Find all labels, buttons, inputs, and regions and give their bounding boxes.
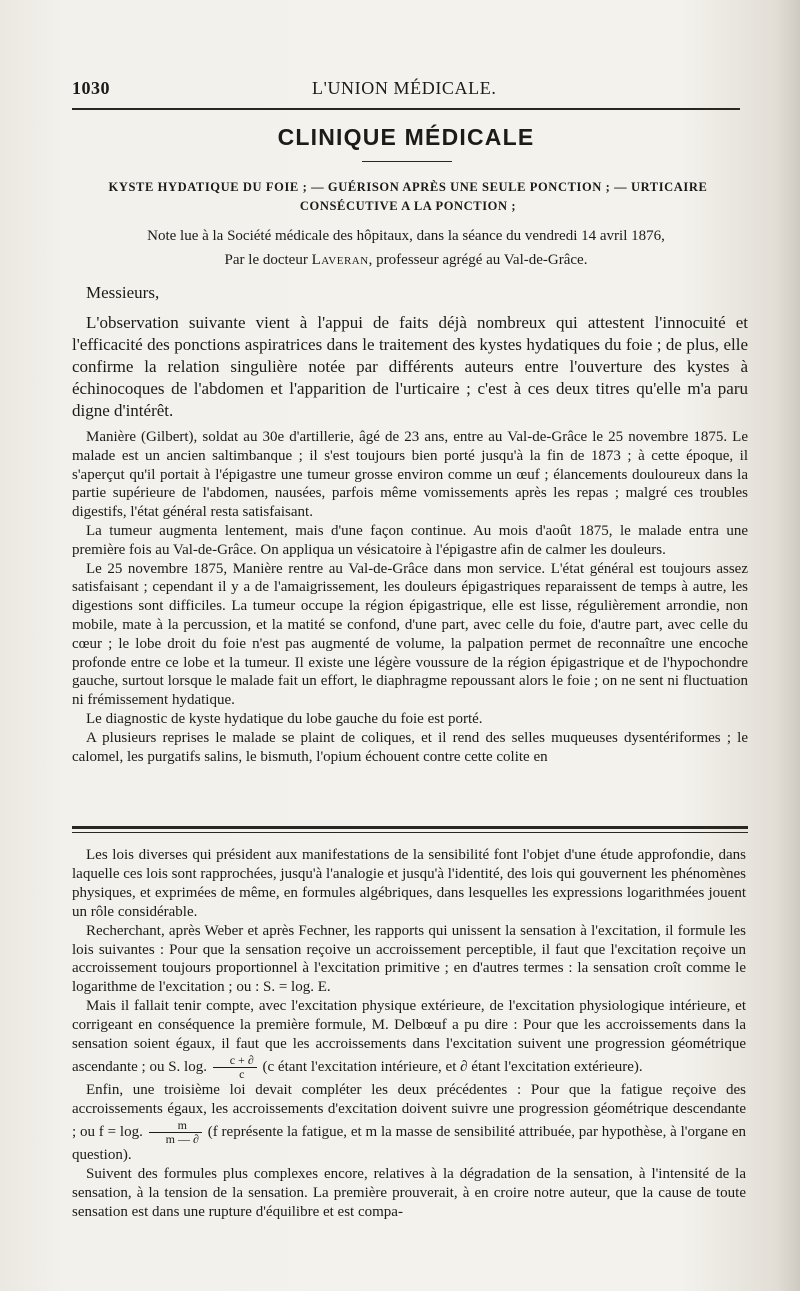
- intro-paragraph: L'observation suivante vient à l'appui de faits déjà nombreux qui attestent l'innocuité et l'efficacité des ponctions aspiratrices dans le traitement des kystes hydatiques du foie ; de plus, elle confirme la relation singulière notée par différents auteurs entre l'ouverture des kystes à échinocoques de l'abdomen et l'apparition de l'urticaire ; c'est à ces deux titres qu'elle m'a paru digne d'intérêt.: [72, 313, 748, 420]
- article-subtitle: [72, 178, 744, 216]
- fraction-denominator: m — ∂: [165, 1131, 199, 1146]
- fraction-numerator: c + ∂: [213, 1054, 257, 1068]
- feuilleton-rule: [72, 826, 748, 829]
- fraction: [213, 1054, 257, 1081]
- case-paragraph: Manière (Gilbert), soldat au 30e d'artillerie, âgé de 23 ans, entre au Val-de-Grâce le 25 novembre 1875. Le malade est un ancien saltimbanque ; il s'est toujours bien porté jusqu'à la fin de 1873 ; à cette époque, il s'aperçut qu'il portait à l'épigastre une tumeur grosse environ comme un œuf ; élancements douloureux dans la partie supérieure de l'abdomen, nausées, parfois même vomissements après les repas ; malgré ces troubles digestifs, l'état général resta satisfaisant.: [72, 429, 748, 521]
- fraction-numerator: m: [149, 1119, 202, 1133]
- feuilleton-rule-thin: [72, 832, 748, 833]
- feuilleton-paragraph: Les lois diverses qui président aux manifestations de la sensibilité font l'objet d'une étude approfondie, dans laquelle ces lois sont rapprochées, jusqu'à l'analogie et jusqu'à l'identité, des lois qui gouvernent les phénomènes physiques, et exprimées de même, en formules algébriques, dans lesquelles les expressions logarithmées jouent un rôle considérable.: [72, 847, 746, 920]
- journal-title: L'UNION MÉDICALE.: [312, 78, 497, 98]
- subtitle-line-2: CONSÉCUTIVE A LA PONCTION ;: [299, 199, 517, 213]
- fraction-denominator: c: [239, 1066, 245, 1081]
- subtitle-line-1: KYSTE HYDATIQUE DU FOIE ; — GUÉRISON APRÈS UNE SEULE PONCTION ; — URTICAIRE: [108, 180, 708, 194]
- feuilleton-text-run: (c étant l'excitation intérieure, et ∂ étant l'excitation extérieure).: [262, 1058, 643, 1075]
- author-suffix: , professeur agrégé au Val-de-Grâce.: [368, 252, 588, 268]
- title-underline: [362, 161, 452, 162]
- feuilleton-text: [72, 846, 746, 1221]
- feuilleton-text-run: (f représente la fatigue, et m la masse de sensibilité attribuée, par hypothèse, à l'organe en question).: [72, 1123, 747, 1163]
- feuilleton-paragraph: Suivent des formules plus complexes encore, relatives à la dégradation de la sensation, à l'intensité de la sensation, à la tension de la sensation. La première prouverait, à en croire notre auteur, que la cause de toute sensation est dans une rupture d'équilibre et est compa-: [72, 1165, 746, 1220]
- fraction: [149, 1119, 202, 1146]
- page-number: 1030: [72, 78, 110, 98]
- feuilleton-text-run: Mais il fallait tenir compte, avec l'excitation physique extérieure, de l'excitation physiologique intérieure, et corrigeant en conséquence la première formule, M. Delbœuf a pu dire : Pour que les accroissements dans la sensation soient égaux, il faut que les accroissements dans l'excitation suivent une progression géométrique ascendante ; ou S. log.: [72, 998, 746, 1075]
- note-reading: Note lue à la Société médicale des hôpitaux, dans la séance du vendredi 14 avril 1876,: [147, 228, 665, 244]
- note-author: [72, 248, 740, 272]
- case-paragraph: A plusieurs reprises le malade se plaint de coliques, et il rend des selles muqueuses dysentériformes ; le calomel, les purgatifs salins, le bismuth, l'opium échouent contre cette colite en: [72, 729, 748, 765]
- case-report: [72, 428, 748, 766]
- article-note: [72, 224, 740, 272]
- case-paragraph: Le diagnostic de kyste hydatique du lobe gauche du foie est porté.: [86, 710, 483, 727]
- feuilleton-text-run: Enfin, une troisième loi devait compléter les deux précédentes : Pour que la fatigue reçoive des accroissements égaux, les accroissements d'excitation doivent suivre une progression géométrique descendante ; ou f = log.: [72, 1081, 746, 1140]
- page-header: [72, 78, 740, 102]
- article-intro: [72, 282, 748, 422]
- case-paragraph: La tumeur augmenta lentement, mais d'une façon continue. Au mois d'août 1875, le malade entra une première fois au Val-de-Grâce. On appliqua un vésicatoire à l'épigastre afin de calmer les douleurs.: [72, 522, 748, 558]
- header-rule: [72, 108, 740, 110]
- case-paragraph: Le 25 novembre 1875, Manière rentre au Val-de-Grâce dans mon service. L'état général est toujours assez satisfaisant ; cependant il y a de l'amaigrissement, les douleurs épigastriques reparaissent de temps à autre, les digestions sont difficiles. La tumeur occupe la région épigastrique, elle est lisse, régulièrement arrondie, non mobile, mate à la percussion, et la matité se confond, d'une part, avec celle du foie, d'autre part, avec celle du cœur ; le lobe droit du foie n'est pas augmenté de volume, la palpation permet de reconnaître une encoche profonde entre ce lobe et la tumeur. Il existe une légère voussure de la région épigastrique et de l'hypochondre gauche, surtout lorsque le malade fait un effort, le diaphragme repoussant alors le foie ; on ne sent ni fluctuation ni frémissement hydatique.: [72, 560, 748, 709]
- section-title: CLINIQUE MÉDICALE: [277, 124, 535, 150]
- feuilleton-paragraph: Recherchant, après Weber et après Fechner, les rapports qui unissent la sensation à l'excitation, il formule les lois suivantes : Pour que la sensation reçoive un accroissement perceptible, il faut que l'excitation reçoive un accroissement toujours proportionnel à l'excitation primitive ; en d'autres termes : la sensation croît comme le logarithme de l'excitation ; ou : S. = log. E.: [72, 922, 746, 996]
- feuilleton-paragraph: [72, 1081, 746, 1165]
- salutation: Messieurs,: [86, 283, 160, 302]
- author-prefix: Par le docteur: [224, 252, 312, 268]
- feuilleton-paragraph: [72, 997, 746, 1081]
- author-name: Laveran: [311, 252, 369, 268]
